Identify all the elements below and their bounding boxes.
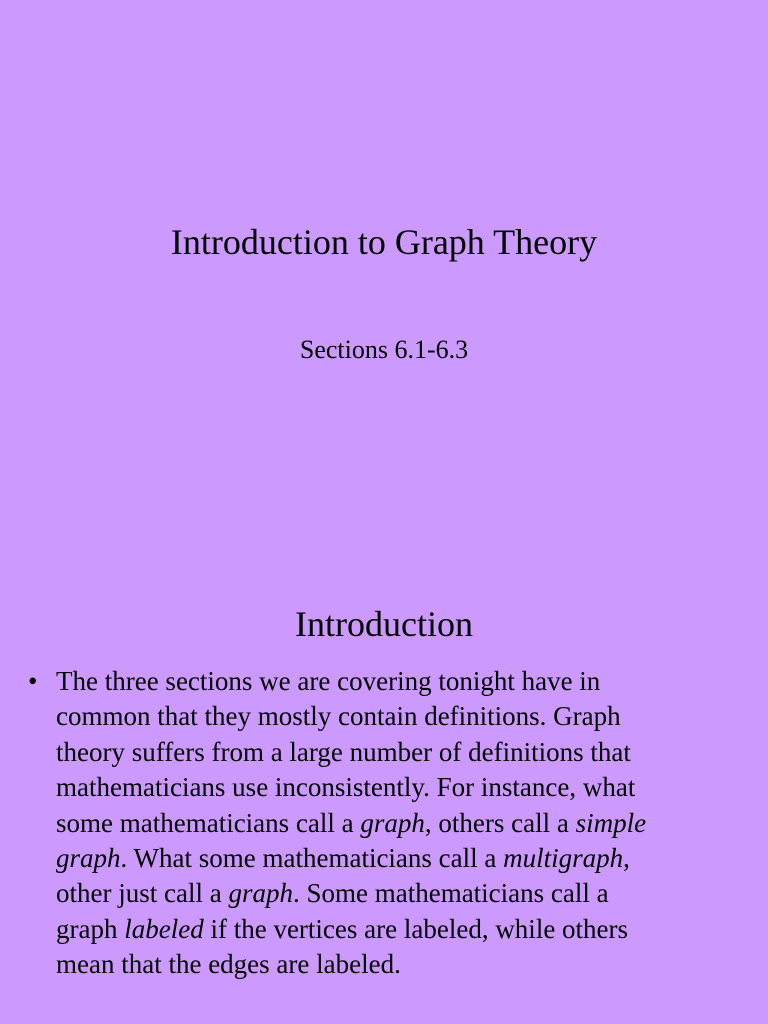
bullet-text-line <box>56 699 728 734</box>
bullet-text-line <box>56 912 728 947</box>
bullet-item <box>28 664 728 983</box>
text-run: . What some mathematicians call a <box>120 843 504 874</box>
text-run: mathematicians use inconsistently. For instance, what <box>56 772 636 803</box>
italic-term: labeled <box>124 913 204 944</box>
text-run: if the vertices are labeled, while others <box>203 913 629 944</box>
bullet-text-line <box>56 806 728 841</box>
introduction-slide <box>0 512 768 1024</box>
slide-title: Introduction <box>295 604 473 644</box>
bullet-text-line <box>56 841 728 876</box>
text-run: The three sections we are covering tonight have in <box>56 666 601 696</box>
italic-term: multigraph <box>503 843 624 874</box>
bullet-text-line <box>56 876 728 911</box>
bullet-marker: • <box>28 666 38 696</box>
text-run: common that they mostly contain definitions. Graph <box>56 701 621 732</box>
slide-title: Introduction to Graph Theory <box>170 222 598 262</box>
bullet-text-line <box>56 735 728 770</box>
bullet-text <box>56 664 728 983</box>
bullet-text-line <box>56 947 728 982</box>
text-run: mean that the edges are labeled. <box>56 949 401 980</box>
bullet-text-line <box>56 664 728 699</box>
text-run: other just call a <box>56 878 229 909</box>
text-run: , others call a <box>424 807 576 838</box>
text-run: , <box>623 843 630 874</box>
italic-term: graph <box>228 878 293 909</box>
italic-term: graph <box>360 807 425 838</box>
text-run: . Some mathematicians call a <box>292 878 609 909</box>
text-run: graph <box>56 913 125 944</box>
italic-term: simple <box>575 807 647 838</box>
slide-subtitle: Sections 6.1-6.3 <box>299 335 469 364</box>
italic-term: graph <box>56 843 121 874</box>
text-run: some mathematicians call a <box>56 807 361 838</box>
text-run: theory suffers from a large number of definitions that <box>56 736 631 767</box>
bullet-text-line <box>56 770 728 805</box>
